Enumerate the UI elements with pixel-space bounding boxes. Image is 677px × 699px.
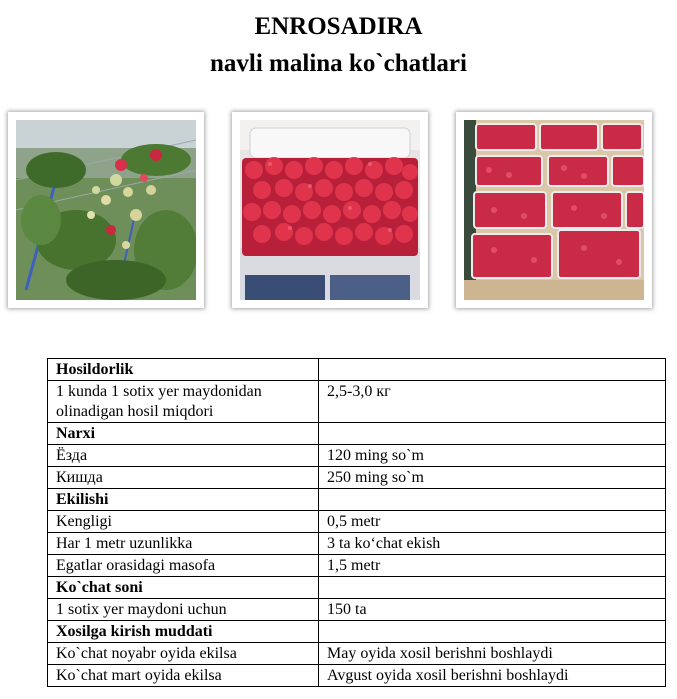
parameter-value bbox=[319, 621, 666, 643]
table-row bbox=[48, 467, 666, 489]
parameter-label: Kengligi bbox=[48, 511, 319, 533]
raspberry-punnets-photo bbox=[456, 112, 652, 308]
parameter-label: Egatlar orasidagi masofa bbox=[48, 555, 319, 577]
parameter-label: Ko`chat noyabr oyida ekilsa bbox=[48, 643, 319, 665]
parameter-value: 3 ta ko‘chat ekish bbox=[319, 533, 666, 555]
parameter-value: 250 ming so`m bbox=[319, 467, 666, 489]
table-row bbox=[48, 511, 666, 533]
parameter-value: 2,5-3,0 кг bbox=[319, 381, 666, 423]
parameter-label: Кишда bbox=[48, 467, 319, 489]
table-row bbox=[48, 665, 666, 687]
parameter-label: Ёзда bbox=[48, 445, 319, 467]
table-section-row bbox=[48, 489, 666, 511]
parameter-value: May oyida xosil berishni boshlaydi bbox=[319, 643, 666, 665]
parameter-label: 1 kunda 1 sotix yer maydonidan olinadigan hosil miqdori bbox=[48, 381, 319, 423]
section-heading: Hosildorlik bbox=[48, 359, 319, 381]
table-row bbox=[48, 643, 666, 665]
table-section-row bbox=[48, 359, 666, 381]
parameter-value bbox=[319, 489, 666, 511]
parameter-value: 1,5 metr bbox=[319, 555, 666, 577]
parameter-value: 0,5 metr bbox=[319, 511, 666, 533]
section-heading: Ko`chat soni bbox=[48, 577, 319, 599]
table-section-row bbox=[48, 621, 666, 643]
table-row bbox=[48, 445, 666, 467]
parameter-label: Ko`chat mart oyida ekilsa bbox=[48, 665, 319, 687]
parameter-value bbox=[319, 423, 666, 445]
raspberry-container-photo bbox=[232, 112, 428, 308]
section-heading: Xosilga kirish muddati bbox=[48, 621, 319, 643]
table-row bbox=[48, 555, 666, 577]
table-section-row bbox=[48, 577, 666, 599]
parameter-value: 120 ming so`m bbox=[319, 445, 666, 467]
table-section-row bbox=[48, 423, 666, 445]
table-row bbox=[48, 599, 666, 621]
section-heading: Narxi bbox=[48, 423, 319, 445]
parameter-value bbox=[319, 359, 666, 381]
page-subtitle: navli malina ko`chatlari bbox=[210, 50, 467, 77]
parameter-value: 150 ta bbox=[319, 599, 666, 621]
table-row bbox=[48, 381, 666, 423]
parameter-label: 1 sotix yer maydoni uchun bbox=[48, 599, 319, 621]
specs-table bbox=[47, 358, 666, 687]
table-row bbox=[48, 533, 666, 555]
parameter-value bbox=[319, 577, 666, 599]
section-heading: Ekilishi bbox=[48, 489, 319, 511]
page-title: ENROSADIRA bbox=[254, 13, 423, 40]
raspberry-bush-photo bbox=[8, 112, 204, 308]
parameter-value: Avgust oyida xosil berishni boshlaydi bbox=[319, 665, 666, 687]
parameter-label: Har 1 metr uzunlikka bbox=[48, 533, 319, 555]
